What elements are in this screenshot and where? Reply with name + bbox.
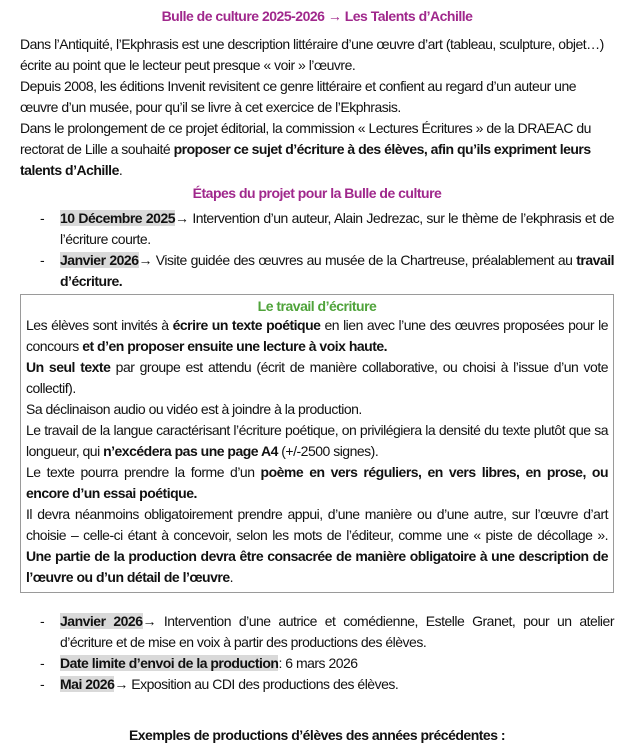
box-paragraph: [26, 315, 608, 357]
text: en lien avec l’une des œuvres proposées pour le concours: [26, 317, 609, 354]
step-text: → Exposition au CDI des productions des élèves.: [114, 676, 399, 692]
list-item: [20, 611, 614, 653]
steps-list-1: [20, 208, 614, 292]
intro-paragraph-1: Dans l’Antiquité, l’Ekphrasis est une description littéraire d’une œuvre d’art (tableau, sculpture, objet…) écrite au point que le lecteur peut presque « voir » l’œuvre.: [20, 36, 604, 73]
bold-text: écrire un texte poétique: [172, 317, 321, 333]
step-text: → Intervention d’un auteur, Alain Jedrezac, sur le thème de l’ekphrasis et de l’écriture courte.: [60, 210, 614, 247]
step-text: → Intervention d’une autrice et comédienne, Estelle Granet, pour un atelier d’écriture et de mise en voix à partir des productions des élèves.: [60, 613, 614, 650]
step-date: Janvier 2026: [60, 613, 143, 629]
steps-list-2: [20, 611, 614, 695]
bold-text: Un seul texte: [26, 359, 111, 375]
text: Les élèves sont invités à: [26, 317, 173, 333]
box-paragraph: Sa déclinaison audio ou vidéo est à joindre à la production.: [26, 401, 362, 417]
dash: -: [40, 655, 45, 671]
list-item: [20, 250, 614, 292]
list-item: [20, 208, 614, 250]
text: .: [229, 569, 234, 585]
intro-paragraph-3: [20, 118, 614, 181]
dash: -: [40, 613, 45, 629]
step-date: Date limite d’envoi de la production: [60, 655, 279, 671]
dash: -: [40, 252, 45, 268]
bold-text: poème en vers réguliers, en vers libres, en prose, ou encore d’un essai poétique.: [26, 464, 608, 501]
examples-heading: Exemples de productions d’élèves des années précédentes :: [128, 727, 506, 743]
bold-text: proposer ce sujet d’écriture à des élèves, afin qu’ils expriment leurs talents d’Achille: [20, 141, 591, 178]
box-paragraph: [26, 462, 608, 504]
text: Le texte pourra prendre la forme d’un: [26, 464, 261, 480]
step-text: → Visite guidée des œuvres au musée de la Chartreuse, préalablement au: [138, 252, 577, 268]
text: (+/-2500 signes).: [277, 443, 379, 459]
list-item: [20, 653, 614, 674]
bold-text: travail d’écriture.: [60, 252, 614, 289]
bold-text: Une partie de la production devra être consacrée de manière obligatoire à une description de l’œuvre ou d’un détail de l’œuvre: [26, 548, 608, 585]
box-title: Le travail d’écriture: [257, 298, 377, 314]
box-paragraph: [26, 420, 608, 462]
box-paragraph: [26, 504, 608, 588]
dash: -: [40, 210, 45, 226]
step-date: 10 Décembre 2025: [60, 210, 176, 226]
section-subtitle: Étapes du projet pour la Bulle de culture: [192, 185, 442, 201]
dash: -: [40, 676, 45, 692]
text: Le travail de la langue caractérisant l’écriture poétique, on privilégiera la densité du texte plutôt que sa longueur, qui: [26, 422, 608, 459]
step-date: Janvier 2026: [60, 252, 139, 268]
bold-text: n’excédera pas une page A4: [103, 443, 278, 459]
text: Dans le prolongement de ce projet éditorial, la commission « Lectures Écritures » de la DRAEAC du rectorat de Lille a souhaité: [20, 120, 591, 157]
list-item: [20, 674, 614, 695]
intro-section: [20, 34, 614, 181]
box-paragraph: [26, 357, 608, 399]
step-text: : 6 mars 2026: [278, 655, 358, 671]
text: Il devra néanmoins obligatoirement prendre appui, d’une manière ou d’une autre, sur l’œuvre d’art choisie – celle-ci étant à concevoir, selon les mots de l’éditeur, comme une « piste de décollage ».: [26, 506, 608, 543]
intro-paragraph-2: Depuis 2008, les éditions Invenit revisitent ce genre littéraire et confient au regard d’un auteur une œuvre d’un musée, pour qu’il se livre à cet exercice de l’Ekphrasis.: [20, 78, 577, 115]
step-date: Mai 2026: [60, 676, 115, 692]
writing-task-box: [20, 294, 614, 593]
text: par groupe est attendu (écrit de manière collaborative, ou choisi à l’issue d’un vote collectif).: [26, 359, 609, 396]
document-title: Bulle de culture 2025-2026 → Les Talents d’Achille: [161, 8, 473, 24]
text: .: [118, 162, 123, 178]
bold-text: et d’en proposer ensuite une lecture à voix haute.: [82, 338, 388, 354]
